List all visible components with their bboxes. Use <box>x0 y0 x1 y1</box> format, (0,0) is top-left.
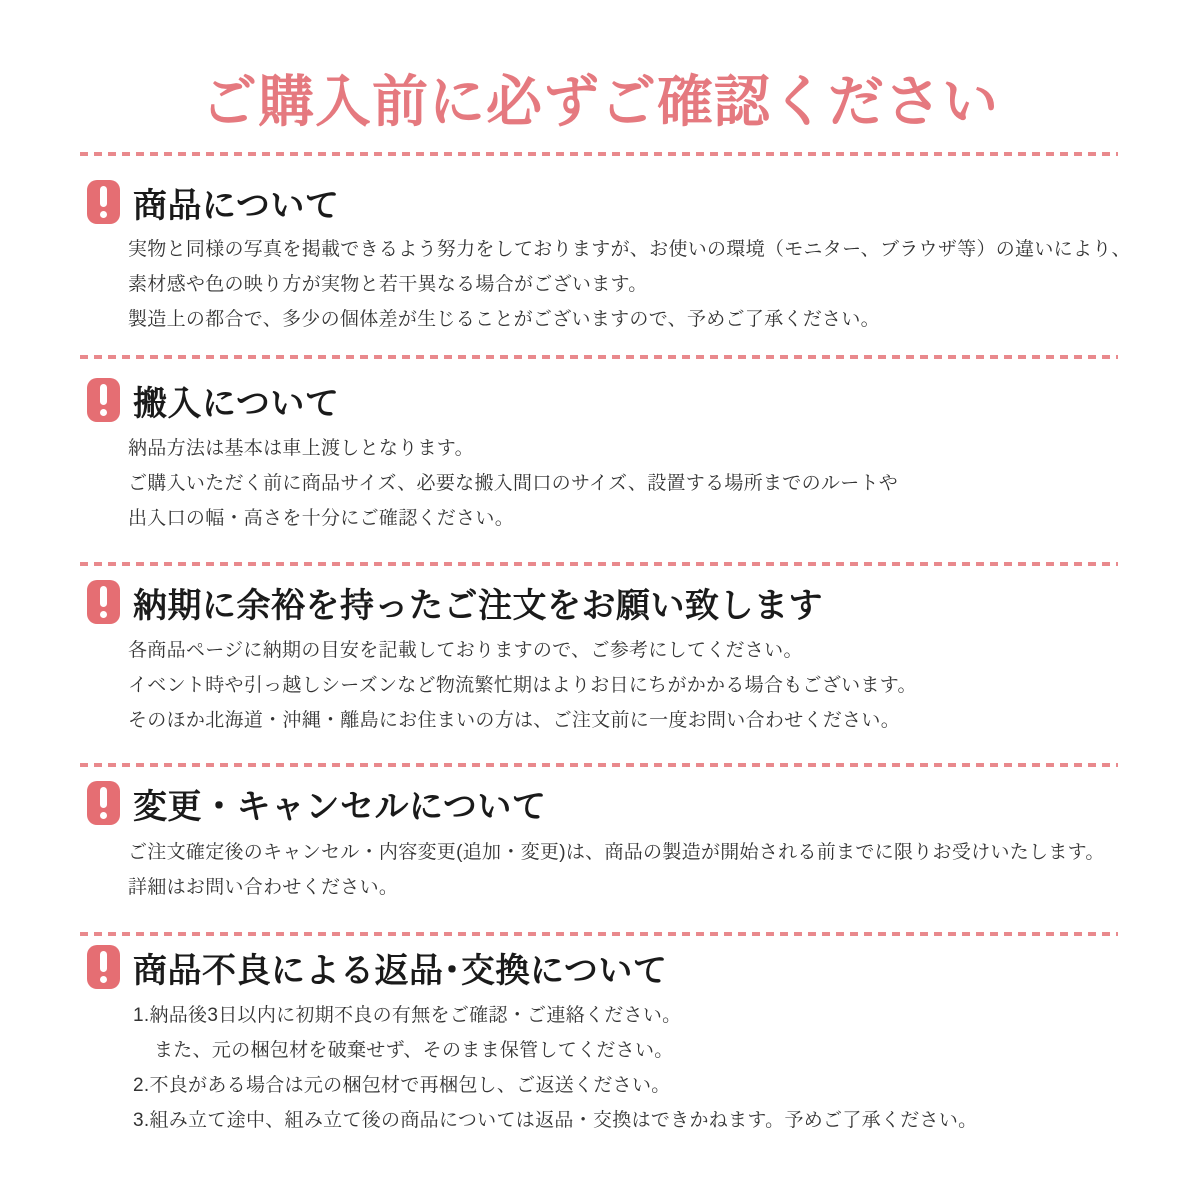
section-body-leadtime <box>128 633 1130 738</box>
body-line: 実物と同様の写真を掲載できるよう努力をしておりますが、お使いの環境（モニター、ブラウザ等）の違いにより、 <box>128 239 1131 260</box>
exclamation-mark-dot <box>100 211 107 218</box>
section-title: 商品不良による返品･交換について <box>133 951 668 990</box>
exclamation-icon <box>87 945 120 989</box>
exclamation-icon <box>87 180 120 224</box>
body-line: 各商品ページに納期の目安を記載しておりますので、ご参考にしてください。 <box>128 640 803 661</box>
exclamation-icon <box>87 580 120 624</box>
body-line: ご注文確定後のキャンセル・内容変更(追加・変更)は、商品の製造が開始される前までに限りお受けいたします。 <box>128 842 1105 863</box>
dashed-divider <box>80 355 1118 359</box>
body-line: 2.不良がある場合は元の梱包材で再梱包し、ご返送ください。 <box>133 1075 671 1096</box>
page-title: ご購入前に必ずご確認ください <box>201 70 999 133</box>
exclamation-mark-bar <box>100 186 107 207</box>
section-body-returns <box>133 998 1130 1138</box>
section-heading-cancel <box>87 781 546 825</box>
body-line: 素材感や色の映り方が実物と若干異なる場合がございます。 <box>128 274 648 295</box>
body-line: また、元の梱包材を破棄せず、そのまま保管してください。 <box>154 1040 674 1061</box>
section-title: 変更・キャンセルについて <box>133 787 547 826</box>
section-body-product <box>128 232 1130 337</box>
exclamation-mark-bar <box>100 586 107 607</box>
section-heading-product <box>87 180 339 224</box>
exclamation-mark-bar <box>100 951 107 972</box>
exclamation-icon <box>87 781 120 825</box>
exclamation-mark-dot <box>100 976 107 983</box>
dashed-divider <box>80 562 1118 566</box>
body-line: そのほか北海道・沖縄・離島にお住まいの方は、ご注文前に一度お問い合わせください。 <box>128 710 901 731</box>
dashed-divider <box>80 932 1118 936</box>
exclamation-mark-dot <box>100 409 107 416</box>
dashed-divider <box>80 152 1118 156</box>
section-body-cancel <box>128 835 1130 905</box>
body-line: 3.組み立て途中、組み立て後の商品については返品・交換はできかねます。予めご了承ください。 <box>133 1110 978 1131</box>
exclamation-mark-dot <box>100 812 107 819</box>
exclamation-mark-bar <box>100 787 107 808</box>
exclamation-icon <box>87 378 120 422</box>
exclamation-mark-bar <box>100 384 107 405</box>
section-title: 納期に余裕を持ったご注文をお願い致します <box>133 586 823 625</box>
body-line: 納品方法は基本は車上渡しとなります。 <box>128 438 474 459</box>
section-heading-delivery <box>87 378 339 422</box>
body-line: 1.納品後3日以内に初期不良の有無をご確認・ご連絡ください。 <box>133 1005 682 1026</box>
section-heading-returns <box>87 945 667 989</box>
section-title: 商品について <box>133 186 340 225</box>
section-heading-leadtime <box>87 580 823 624</box>
body-line: イベント時や引っ越しシーズンなど物流繁忙期はよりお日にちがかかる場合もございます。 <box>128 675 917 696</box>
body-line: 詳細はお問い合わせください。 <box>128 877 399 898</box>
section-body-delivery <box>128 431 1130 536</box>
body-line: 出入口の幅・高さを十分にご確認ください。 <box>128 508 515 529</box>
dashed-divider <box>80 763 1118 767</box>
body-line: 製造上の都合で、多少の個体差が生じることがございますので、予めご了承ください。 <box>128 309 880 330</box>
exclamation-mark-dot <box>100 611 107 618</box>
section-title: 搬入について <box>133 384 340 423</box>
body-line: ご購入いただく前に商品サイズ、必要な搬入間口のサイズ、設置する場所までのルートや <box>128 473 899 494</box>
